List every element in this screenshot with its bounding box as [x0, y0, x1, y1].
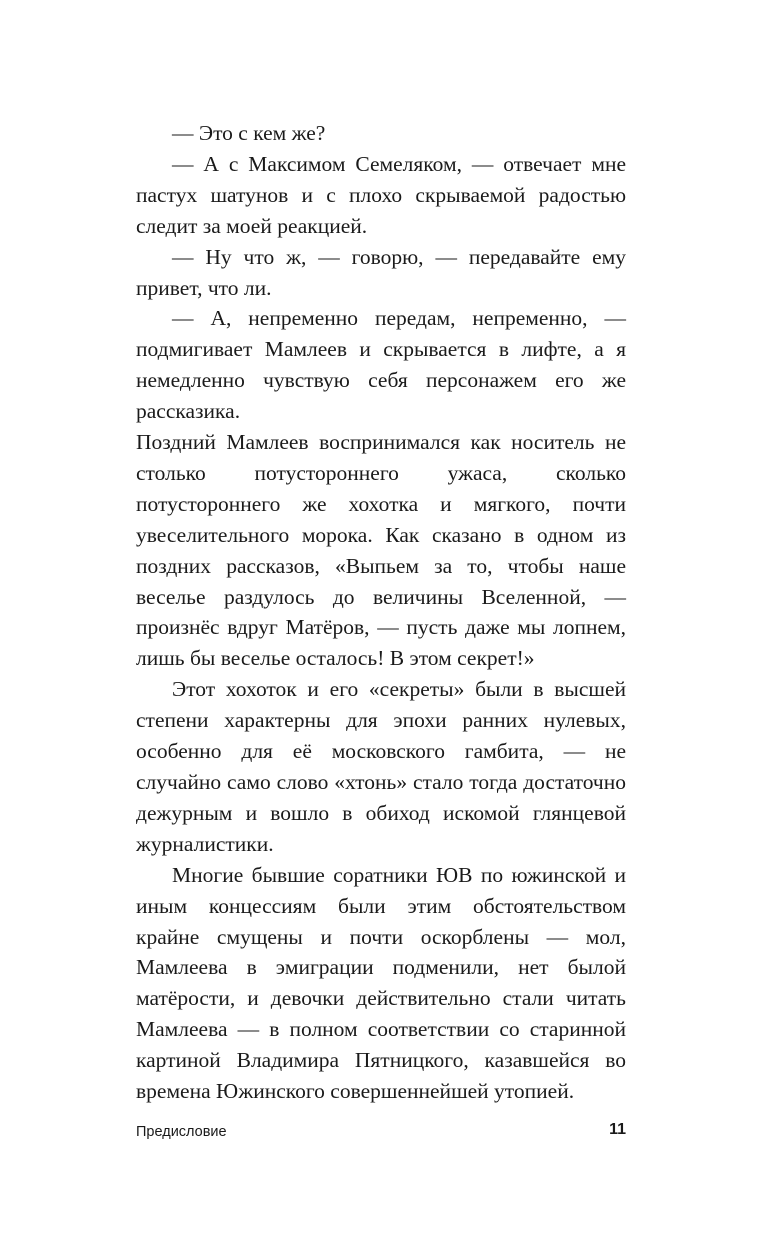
essay-paragraph: Многие бывшие соратники ЮВ по южинской и иным концессиям были этим обстоятельством крайне смущены и почти оскорблены — мол, Мамлеева в эмиграции подменили, нет былой матёрости, и девочки действительно стали читать Мамлеева — в полном соответствии со старинной картиной Владимира Пятницкого, казавшейся во времена Южинского совершеннейшей утопией.: [136, 862, 626, 1104]
dialogue-line: — Ну что ж, — говорю, — передавайте ему привет, что ли.: [136, 244, 626, 300]
page-number: 11: [609, 1121, 626, 1138]
essay-block: [136, 427, 626, 1107]
essay-paragraph: Этот хохоток и его «секреты» были в высшей степени характерны для эпохи ранних нулевых, особенно для её московского гамбита, — не случайно само слово «хтонь» стало тогда достаточно дежурным и вошло в обиход искомой глянцевой журналистики.: [136, 677, 626, 856]
dialogue-line: — А, непременно передам, непременно, — подмигивает Мамлеев и скрывается в лифте, а я немедленно чувствую себя персонажем его же рассказика.: [136, 306, 626, 424]
running-footer-section: Предисловие: [136, 1124, 227, 1140]
dialogue-line: — Это с кем же?: [172, 121, 326, 145]
dialogue-line: — А с Максимом Семеляком, — отвечает мне пастух шатунов и с плохо скрываемой радостью следит за моей реакцией.: [136, 151, 626, 238]
dialogue-block: [136, 118, 626, 427]
essay-paragraph: Поздний Мамлеев воспринимался как носитель не столько потустороннего ужаса, сколько потустороннего же хохотка и мягкого, почти увеселительного морока. Как сказано в одном из поздних рассказов, «Выпьем за то, чтобы наше веселье раздулось до величины Вселенной, — произнёс вдруг Матёров, — пусть даже мы лопнем, лишь бы веселье осталось! В этом секрет!»: [136, 430, 626, 671]
